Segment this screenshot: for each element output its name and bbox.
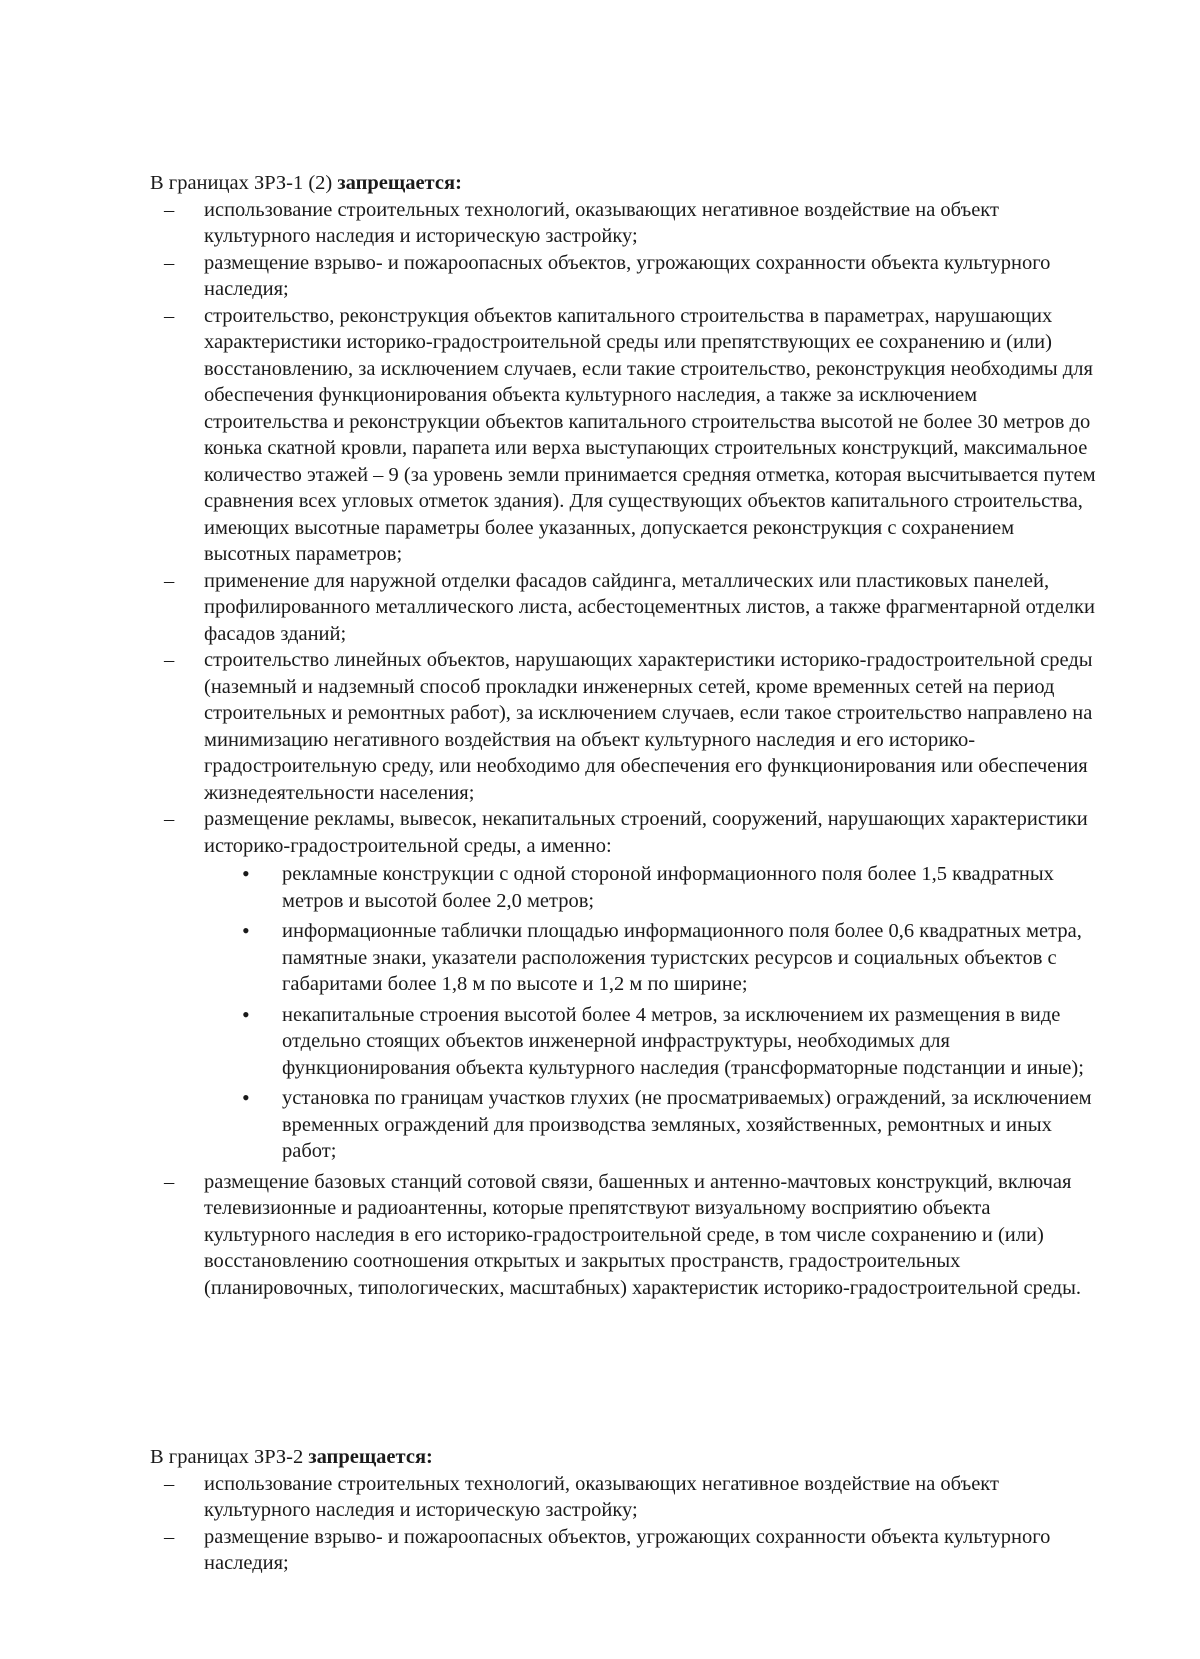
prohibition-list	[150, 197, 1100, 1302]
list-item	[150, 1524, 1100, 1577]
sub-list-item	[242, 861, 1100, 914]
dash-marker: –	[164, 649, 175, 671]
bullet-marker: •	[242, 861, 250, 886]
list-item-text: использование строительных технологий, оказывающих негативное воздействие на объект культурного наследия и историческую застройку;	[204, 1472, 999, 1521]
dash-marker: –	[164, 569, 175, 592]
list-item-text: применение для наружной отделки фасадов сайдинга, металлических или пластиковых панелей, профилированного металлического листа, асбестоцементных листов, а также фрагментарной отделки фасадов зданий;	[204, 569, 1095, 645]
heading-bold: запрещается:	[337, 172, 462, 194]
list-item	[150, 1471, 1100, 1524]
list-item	[150, 806, 1100, 1165]
bullet-marker: •	[242, 918, 250, 943]
sub-list-item	[242, 918, 1100, 998]
list-item-text: размещение базовых станций сотовой связи, башенных и антенно-мачтовых конструкций, включая телевизионные и радиоантенны, которые препятствуют визуальному восприятию объекта культурного наследия в его историко-градостроительной среде, в том числе сохранению и (или) восстановлению соотношения открытых и закрытых пространств, градостроительных (планировочных, типологических, масштабных) характеристик историко-градостроительной среды.	[204, 1170, 1081, 1299]
list-item-text: строительство, реконструкция объектов капитального строительства в параметрах, нарушающих характеристики историко-градостроительной среды или препятствующих ее сохранению и (или) восстановлению, за исключением случаев, если такие строительство, реконструкция необходимы для обеспечения функционирования объекта культурного наследия, а также за исключением строительства и реконструкции объектов капитального строительства высотой не более 30 метров до конька скатной кровли, парапета или верха выступающих строительных конструкций, максимальное количество этажей – 9 (за уровень земли принимается средняя отметка, которая высчитывается путем сравнения всех угловых отметок здания). Для существующих объектов капитального строительства, имеющих высотные параметры более указанных, допускается реконструкция с сохранением высотных параметров;	[204, 304, 1096, 565]
list-item	[150, 647, 1100, 806]
heading-prefix: В границах ЗРЗ-1 (2)	[150, 172, 333, 194]
sub-list-item-text: установка по границам участков глухих (не просматриваемых) ограждений, за исключением временных ограждений для производства земляных, хозяйственных, ремонтных и иных работ;	[282, 1087, 1092, 1162]
heading-bold: запрещается:	[308, 1446, 433, 1468]
section-heading	[150, 1444, 1100, 1471]
list-item-text: строительство линейных объектов, нарушающих характеристики историко-градостроительной среды (наземный и надземный способ прокладки инженерных сетей, кроме временных сетей на период строительных и ремонтных работ), за исключением случаев, если такое строительство направлено на минимизацию негативного воздействия на объект культурного наследия и его историко-градостроительную среду, или необходимо для обеспечения его функционирования или обеспечения жизнедеятельности населения;	[204, 649, 1093, 804]
sub-list-item-text: информационные таблички площадью информационного поля более 0,6 квадратных метра, памятные знаки, указатели расположения туристских ресурсов и социальных объектов с габаритами более 1,8 м по высоте и 1,2 м по ширине;	[282, 920, 1082, 995]
dash-marker: –	[164, 1170, 175, 1193]
sub-list-item-text: рекламные конструкции с одной стороной информационного поля более 1,5 квадратных метров и высотой более 2,0 метров;	[282, 863, 1054, 912]
section-zrz-1-2	[150, 170, 1100, 1301]
dash-marker: –	[164, 198, 175, 221]
list-item-text: использование строительных технологий, оказывающих негативное воздействие на объект культурного наследия и историческую застройку;	[204, 198, 999, 247]
list-item	[150, 568, 1100, 648]
list-item	[150, 197, 1100, 250]
dash-marker: –	[164, 808, 175, 830]
list-item-text: размещение взрыво- и пожароопасных объектов, угрожающих сохранности объекта культурного наследия;	[204, 251, 1051, 300]
sub-list-item-text: некапитальные строения высотой более 4 метров, за исключением их размещения в виде отдельно стоящих объектов инженерной инфраструктуры, необходимых для функционирования объекта культурного наследия (трансформаторные подстанции и иные);	[282, 1003, 1084, 1079]
section-zrz-2	[150, 1444, 1100, 1577]
sub-list	[204, 861, 1100, 1165]
sub-list-item	[242, 1085, 1100, 1165]
section-heading	[150, 170, 1100, 197]
list-item	[150, 250, 1100, 303]
list-item	[150, 1169, 1100, 1302]
dash-marker: –	[164, 1472, 175, 1495]
dash-marker: –	[164, 251, 175, 274]
prohibition-list	[150, 1471, 1100, 1577]
dash-marker: –	[164, 304, 175, 327]
heading-prefix: В границах ЗРЗ-2	[150, 1446, 304, 1468]
list-item	[150, 303, 1100, 568]
sub-list-item	[242, 1002, 1100, 1082]
list-item-text: размещение взрыво- и пожароопасных объектов, угрожающих сохранности объекта культурного наследия;	[204, 1525, 1051, 1574]
bullet-marker: •	[242, 1085, 250, 1110]
dash-marker: –	[164, 1525, 175, 1548]
list-item-text: размещение рекламы, вывесок, некапитальных строений, сооружений, нарушающих характеристики историко-градостроительной среды, а именно:	[204, 808, 1088, 857]
bullet-marker: •	[242, 1001, 250, 1027]
